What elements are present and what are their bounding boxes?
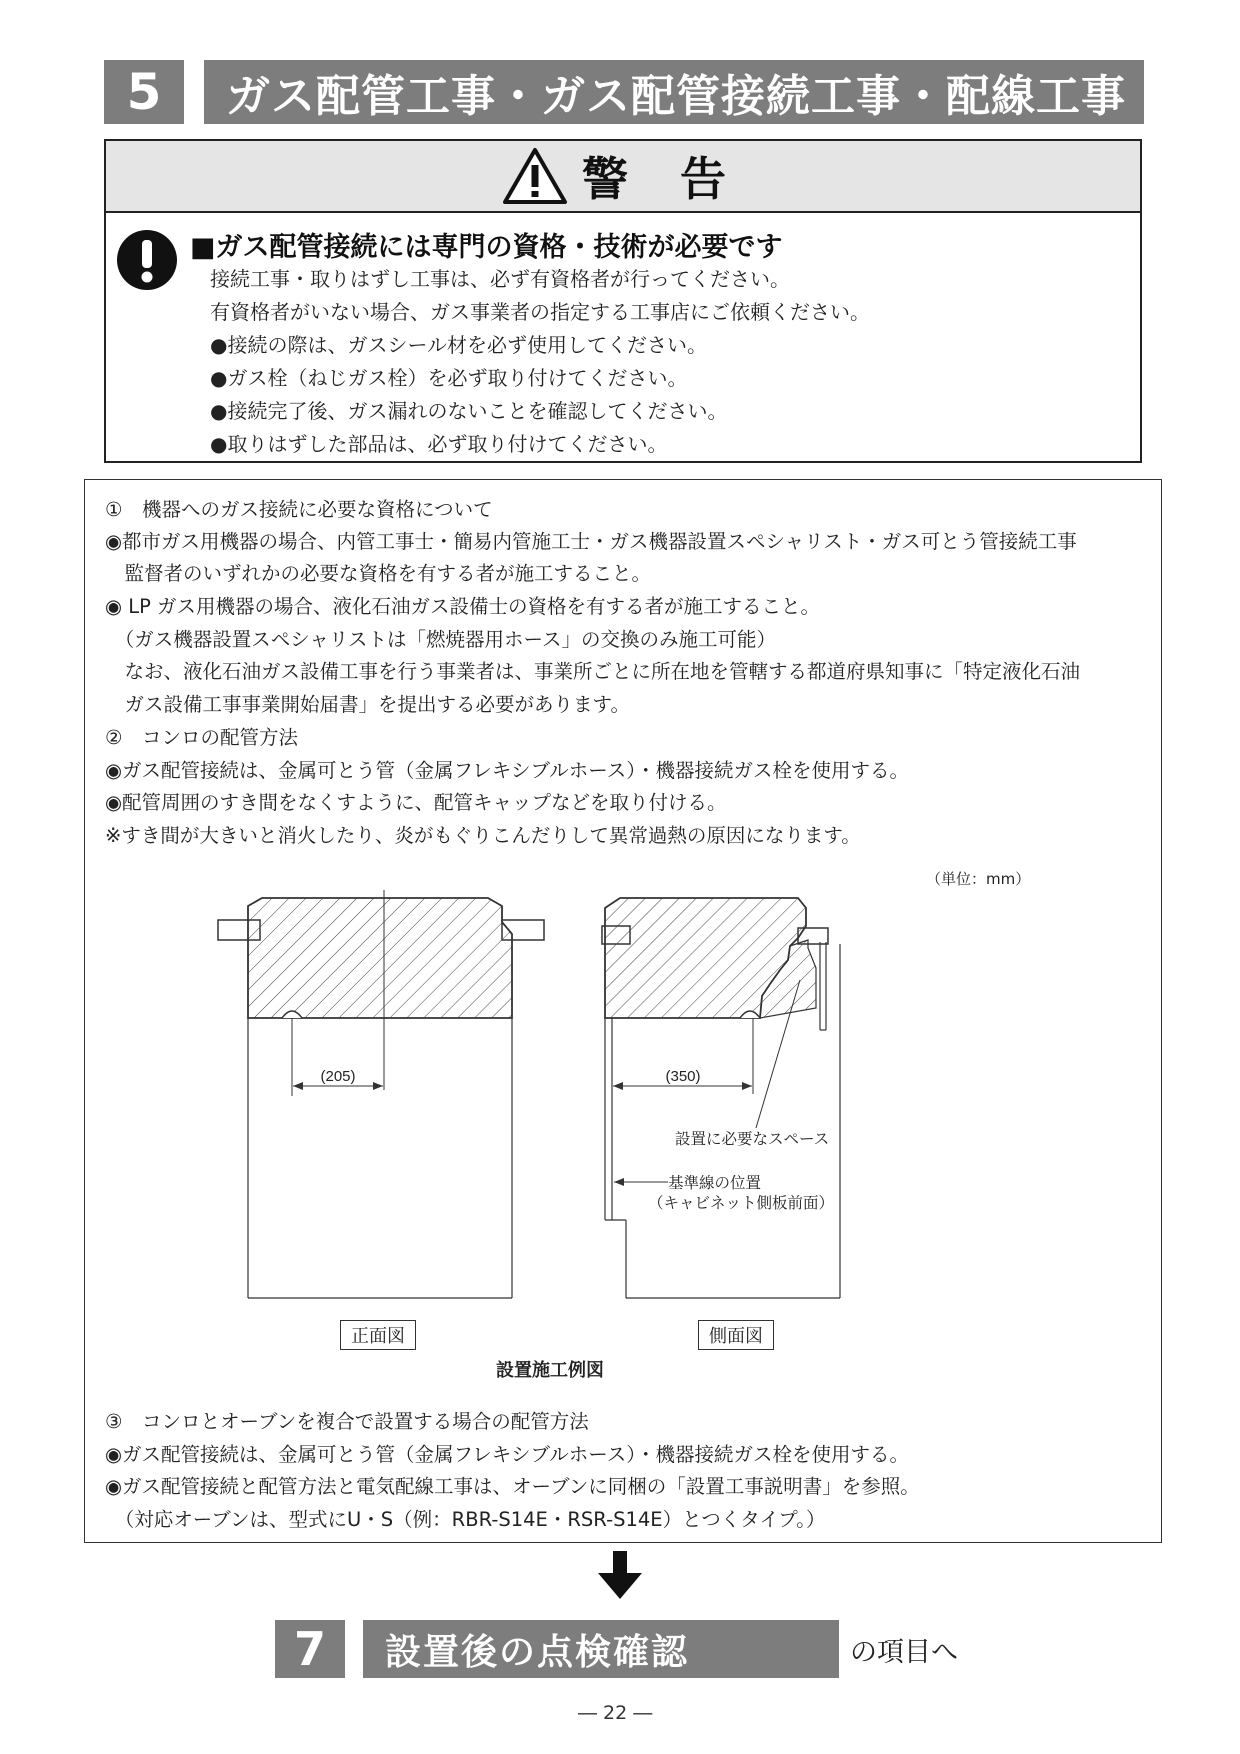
warning-line: ●接続の際は、ガスシール材を必ず使用してください。 — [210, 333, 708, 357]
next-section-suffix: の項目へ — [850, 1637, 958, 1668]
warning-subtitle: ■ガス配管接続には専門の資格・技術が必要です — [190, 232, 783, 263]
warning-line: 有資格者がいない場合、ガス事業者の指定する工事店にご依頼ください。 — [210, 300, 870, 324]
info-line: ◉ガス配管接続と配管方法と電気配線工事は、オーブンに同梱の「設置工事説明書」を参照。 — [105, 1475, 920, 1498]
next-section-number: 7 — [275, 1620, 345, 1678]
info-line: ◉都市ガス用機器の場合、内管工事士・簡易内管施工士・ガス機器設置スペシャリスト・ガス可とう管接続工事 — [105, 530, 1077, 553]
info-line: ◉ガス配管接続は、金属可とう管（金属フレキシブルホース）・機器接続ガス栓を使用する。 — [105, 1443, 910, 1466]
info-line: 監督者のいずれかの必要な資格を有する者が施工すること。 — [105, 562, 652, 585]
info-line: なお、液化石油ガス設備工事を行う事業者は、事業所ごとに所在地を管轄する都道府県知事に「特定液化石油 — [105, 660, 1081, 683]
warning-line: ●接続完了後、ガス漏れのないことを確認してください。 — [210, 399, 728, 423]
warning-line: ●取りはずした部品は、必ず取り付けてください。 — [210, 432, 668, 456]
info-line: ③ コンロとオーブンを複合で設置する場合の配管方法 — [105, 1410, 589, 1433]
info-line: （対応オーブンは、型式にU・S（例：RBR-S14E・RSR-S14E）とつくタイプ。） — [105, 1508, 826, 1531]
info-line: ◉ガス配管接続は、金属可とう管（金属フレキシブルホース）・機器接続ガス栓を使用する。 — [105, 759, 910, 782]
warning-line: 接続工事・取りはずし工事は、必ず有資格者が行ってください。 — [210, 267, 790, 291]
down-arrow-icon — [598, 1551, 642, 1599]
section-number: 5 — [104, 60, 184, 124]
warning-lines — [210, 263, 870, 461]
side-view — [602, 898, 840, 1298]
next-section-title: 設置後の点検確認 — [363, 1620, 839, 1678]
front-view — [218, 890, 544, 1298]
figure-caption: 設置施工例図 — [496, 1360, 604, 1381]
space-label: 設置に必要なスペース — [675, 1130, 830, 1148]
baseline-label: 基準線の位置 — [668, 1174, 762, 1192]
page-number: ― 22 ― — [578, 1702, 653, 1724]
warning-line: ●ガス栓（ねじガス栓）を必ず取り付けてください。 — [210, 366, 688, 390]
warning-header — [106, 141, 1140, 213]
info-line: ② コンロの配管方法 — [105, 726, 298, 749]
warning-title: 警 告 — [581, 152, 744, 206]
info-line: （ガス機器設置スペシャリストは「燃焼器用ホース」の交換のみ施工可能） — [105, 628, 776, 651]
side-view-caption: 側面図 — [698, 1320, 774, 1350]
front-view-caption: 正面図 — [340, 1320, 416, 1350]
side-dimension: (350) — [665, 1068, 701, 1085]
unit-label: （単位：mm） — [926, 870, 1031, 888]
installation-diagram — [200, 868, 1080, 1388]
warning-triangle-icon — [502, 147, 568, 205]
info-line: ※すき間が大きいと消火したり、炎がもぐりこんだりして異常過熱の原因になります。 — [105, 824, 861, 847]
baseline-sublabel: （キャビネット側板前面） — [648, 1194, 835, 1212]
front-dimension: (205) — [320, 1068, 356, 1085]
info-line: ガス設備工事事業開始届書」を提出する必要があります。 — [105, 693, 630, 716]
warning-box — [104, 139, 1142, 463]
section-title: ガス配管工事・ガス配管接続工事・配線工事 — [204, 60, 1144, 124]
info-line: ◉配管周囲のすき間をなくすように、配管キャップなどを取り付ける。 — [105, 791, 727, 814]
info-line: ① 機器へのガス接続に必要な資格について — [105, 498, 493, 521]
exclamation-icon — [116, 229, 178, 291]
front-hob — [248, 898, 512, 1018]
info-line: ◉ LP ガス用機器の場合、液化石油ガス設備士の資格を有する者が施工すること。 — [105, 595, 821, 618]
